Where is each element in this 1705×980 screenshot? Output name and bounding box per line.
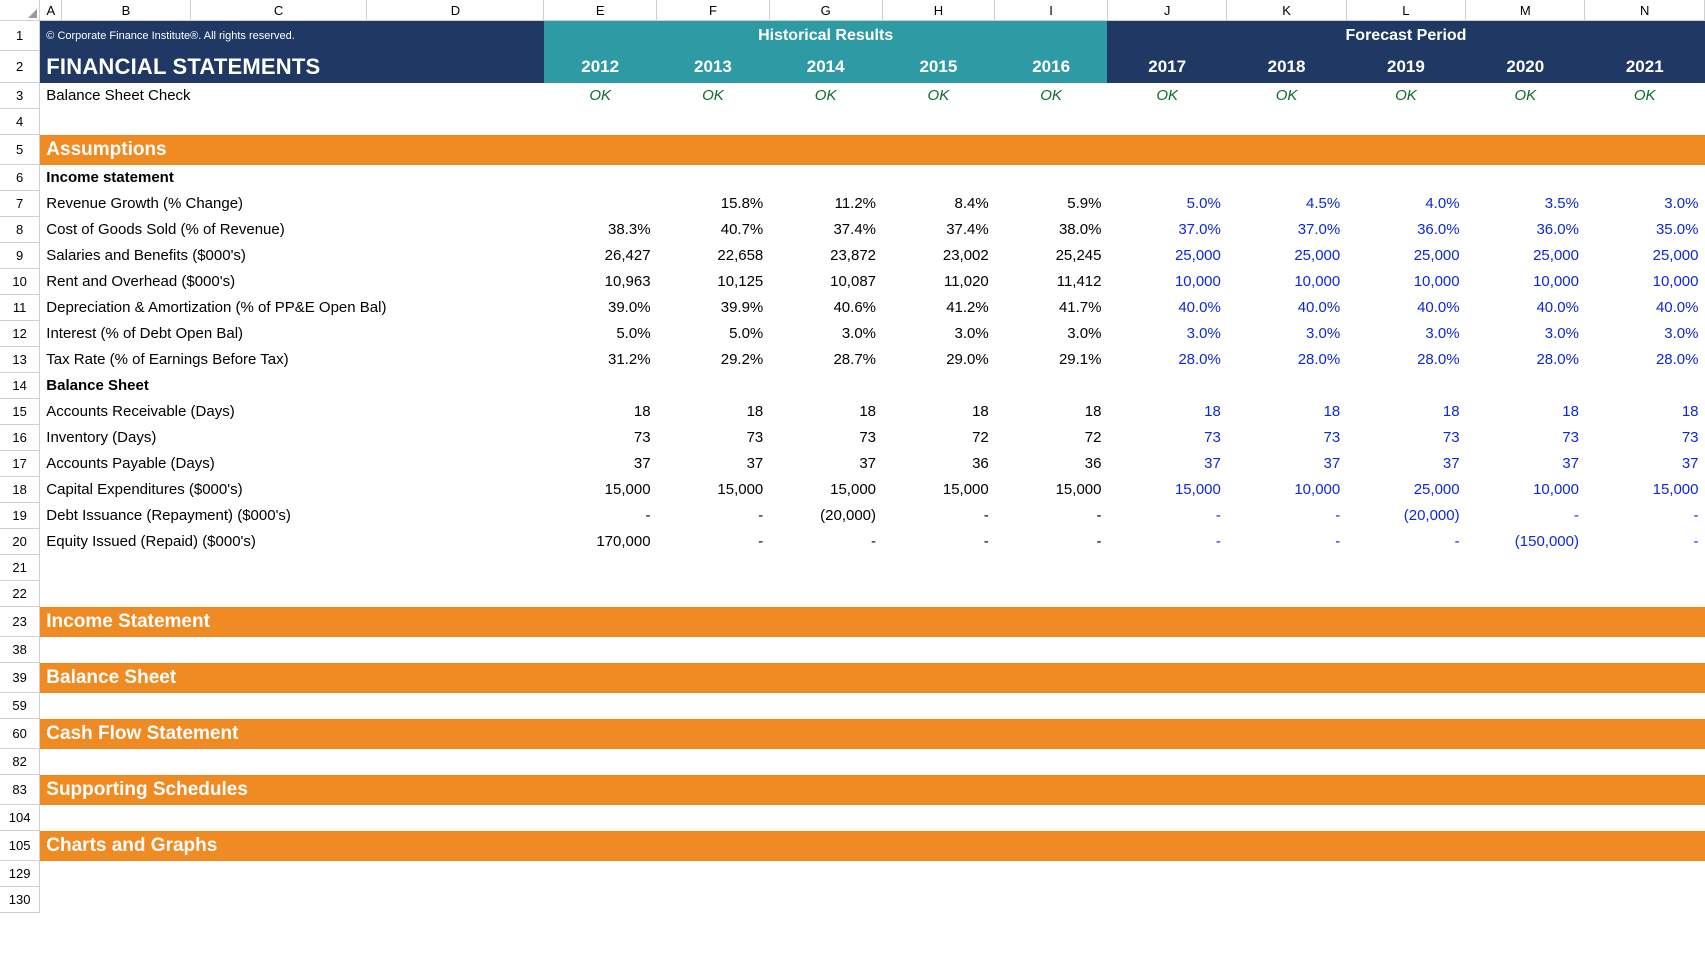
accounts-payable-2013[interactable]: 37: [746, 455, 764, 472]
row-21: [0, 555, 1705, 581]
row-header-18[interactable]: 18: [0, 477, 40, 503]
row-59: [0, 693, 1705, 719]
section-charts-and-graphs[interactable]: Charts and Graphs: [40, 831, 1705, 861]
column-header-B[interactable]: B: [62, 0, 190, 21]
row-label-interest: Interest (% of Debt Open Bal): [46, 325, 244, 342]
row-label-equity-issued: Equity Issued (Repaid) ($000's): [46, 533, 256, 550]
salaries-2020[interactable]: 25,000: [1533, 247, 1579, 264]
column-header-K[interactable]: K: [1227, 0, 1346, 21]
blank-row: [40, 109, 1705, 135]
debt-issuance-2020[interactable]: -: [1573, 507, 1579, 524]
equity-issued-2012[interactable]: 170,000: [596, 533, 651, 550]
row-header-83[interactable]: 83: [0, 775, 40, 805]
year-2014: 2014: [769, 51, 882, 83]
salaries-2019[interactable]: 25,000: [1413, 247, 1460, 264]
row-header-5[interactable]: 5: [0, 135, 40, 165]
column-header-J[interactable]: J: [1107, 0, 1226, 21]
revenue-growth-2014[interactable]: 11.2%: [834, 195, 877, 212]
salaries-2015[interactable]: 23,002: [942, 247, 989, 264]
depreciation-2017[interactable]: 40.0%: [1178, 299, 1221, 316]
inventory-2021[interactable]: 73: [1681, 429, 1699, 446]
forecast-period-header: Forecast Period: [1107, 21, 1704, 51]
row-header-19[interactable]: 19: [0, 503, 40, 529]
row-129: [0, 861, 1705, 887]
interest-2020[interactable]: 3.0%: [1544, 325, 1579, 342]
salaries-2014[interactable]: 23,872: [830, 247, 877, 264]
revenue-growth-2017[interactable]: 5.0%: [1186, 195, 1221, 212]
depreciation-2014[interactable]: 40.6%: [833, 299, 877, 316]
cogs-2014[interactable]: 37.4%: [833, 221, 877, 238]
row-130: [0, 887, 1705, 913]
cogs-2021[interactable]: 35.0%: [1655, 221, 1699, 238]
depreciation-2013[interactable]: 39.9%: [720, 299, 764, 316]
section-assumptions: Assumptions: [40, 135, 1705, 165]
year-2019: 2019: [1346, 51, 1465, 83]
accounts-receivable-2013[interactable]: 18: [746, 403, 764, 420]
column-header-D[interactable]: D: [367, 0, 544, 21]
select-all-corner[interactable]: [0, 0, 40, 21]
rent-2016[interactable]: 11,412: [1056, 273, 1102, 290]
year-2017: 2017: [1107, 51, 1226, 83]
capex-2016[interactable]: 15,000: [1055, 481, 1102, 498]
tax-rate-2016[interactable]: 29.1%: [1058, 351, 1102, 368]
equity-issued-2021[interactable]: -: [1693, 533, 1699, 550]
column-header-C[interactable]: C: [190, 0, 367, 21]
column-header-H[interactable]: H: [882, 0, 995, 21]
row-11: [0, 295, 1705, 321]
revenue-growth-2016[interactable]: 5.9%: [1067, 195, 1102, 212]
accounts-payable-2014[interactable]: 37: [859, 455, 877, 472]
debt-issuance-2021[interactable]: -: [1693, 507, 1699, 524]
row-3: [0, 83, 1705, 109]
tax-rate-2021[interactable]: 28.0%: [1655, 351, 1699, 368]
column-header-A[interactable]: A: [40, 0, 62, 21]
debt-issuance-2012[interactable]: -: [645, 507, 651, 524]
row-header-130[interactable]: 130: [0, 887, 40, 913]
revenue-growth-2012[interactable]: [544, 191, 657, 217]
rent-2020[interactable]: 10,000: [1533, 273, 1579, 290]
depreciation-2016[interactable]: 41.7%: [1058, 299, 1102, 316]
row-label-capex: Capital Expenditures ($000's): [46, 481, 243, 498]
row-label-tax-rate: Tax Rate (% of Earnings Before Tax): [46, 351, 289, 368]
row-header-9[interactable]: 9: [0, 243, 40, 269]
capex-2021[interactable]: 15,000: [1652, 481, 1699, 498]
depreciation-2012[interactable]: 39.0%: [608, 299, 651, 316]
row-header-8[interactable]: 8: [0, 217, 40, 243]
equity-issued-2013[interactable]: -: [758, 533, 764, 550]
row-6: [0, 165, 1705, 191]
row-38: [0, 637, 1705, 663]
interest-2012[interactable]: 5.0%: [616, 325, 651, 342]
blank-row: [40, 693, 1705, 719]
revenue-growth-2018[interactable]: 4.5%: [1306, 195, 1341, 212]
interest-2019[interactable]: 3.0%: [1425, 325, 1460, 342]
balance-check-2015: OK: [927, 87, 950, 104]
accounts-receivable-2012[interactable]: 18: [633, 403, 651, 420]
accounts-receivable-2018[interactable]: 18: [1323, 403, 1341, 420]
salaries-2018[interactable]: 25,000: [1294, 247, 1341, 264]
depreciation-2021[interactable]: 40.0%: [1655, 299, 1699, 316]
column-header-row: [0, 0, 1705, 21]
accounts-payable-2015[interactable]: 36: [972, 455, 989, 472]
column-header-L[interactable]: L: [1346, 0, 1465, 21]
rent-2012[interactable]: 10,963: [604, 273, 651, 290]
blank-row: [40, 637, 1705, 663]
section-cash-flow-statement[interactable]: Cash Flow Statement: [40, 719, 1705, 749]
row-header-10[interactable]: 10: [0, 269, 40, 295]
balance-check-2021: OK: [1633, 87, 1656, 104]
salaries-2013[interactable]: 22,658: [717, 247, 764, 264]
row-16: [0, 425, 1705, 451]
accounts-receivable-2020[interactable]: 18: [1562, 403, 1579, 420]
row-105: [0, 831, 1705, 861]
tax-rate-2015[interactable]: 29.0%: [946, 351, 989, 368]
row-label-debt-issuance: Debt Issuance (Repayment) ($000's): [46, 507, 291, 524]
column-header-F[interactable]: F: [657, 0, 770, 21]
row-23: [0, 607, 1705, 637]
capex-2014[interactable]: 15,000: [830, 481, 877, 498]
row-15: [0, 399, 1705, 425]
equity-issued-2020[interactable]: (150,000): [1514, 533, 1579, 550]
row-5: [0, 135, 1705, 165]
row-9: [0, 243, 1705, 269]
rent-2014[interactable]: 10,087: [830, 273, 877, 290]
row-label-revenue-growth: Revenue Growth (% Change): [46, 195, 244, 212]
debt-issuance-2018[interactable]: -: [1335, 507, 1341, 524]
inventory-2012[interactable]: 73: [633, 429, 651, 446]
section-income-statement[interactable]: Income Statement: [40, 607, 1705, 637]
row-header-4[interactable]: 4: [0, 109, 40, 135]
capex-2019[interactable]: 25,000: [1413, 481, 1460, 498]
equity-issued-2015[interactable]: -: [983, 533, 989, 550]
depreciation-2018[interactable]: 40.0%: [1297, 299, 1341, 316]
equity-issued-2016[interactable]: -: [1096, 533, 1102, 550]
row-14: [0, 373, 1705, 399]
row-12: [0, 321, 1705, 347]
accounts-receivable-2016[interactable]: 18: [1084, 403, 1102, 420]
cogs-2019[interactable]: 36.0%: [1417, 221, 1460, 238]
blank-row: [40, 749, 1705, 775]
row-label-inventory: Inventory (Days): [46, 429, 157, 446]
inventory-2017[interactable]: 73: [1204, 429, 1221, 446]
capex-2012[interactable]: 15,000: [604, 481, 651, 498]
row-104: [0, 805, 1705, 831]
row-label-cogs: Cost of Goods Sold (% of Revenue): [46, 221, 285, 238]
cogs-2015[interactable]: 37.4%: [946, 221, 989, 238]
section-balance-sheet[interactable]: Balance Sheet: [40, 663, 1705, 693]
equity-issued-2019[interactable]: -: [1454, 533, 1460, 550]
inventory-2015[interactable]: 72: [972, 429, 989, 446]
inventory-2016[interactable]: 72: [1084, 429, 1102, 446]
tax-rate-2013[interactable]: 29.2%: [720, 351, 764, 368]
revenue-growth-2019[interactable]: 4.0%: [1425, 195, 1460, 212]
column-header-G[interactable]: G: [769, 0, 882, 21]
row-header-3[interactable]: 3: [0, 83, 40, 109]
revenue-growth-2020[interactable]: 3.5%: [1544, 195, 1579, 212]
debt-issuance-2019[interactable]: (20,000): [1403, 507, 1460, 524]
interest-2018[interactable]: 3.0%: [1306, 325, 1341, 342]
row-header-1[interactable]: 1: [0, 21, 40, 51]
row-18: [0, 477, 1705, 503]
row-header-104[interactable]: 104: [0, 805, 40, 831]
balance-check-2012: OK: [589, 87, 612, 104]
row-header-13[interactable]: 13: [0, 347, 40, 373]
blank-row: [40, 555, 1705, 581]
revenue-growth-2013[interactable]: 15.8%: [720, 195, 764, 212]
accounts-payable-2016[interactable]: 36: [1084, 455, 1102, 472]
page-title: FINANCIAL STATEMENTS: [40, 51, 544, 83]
row-8: [0, 217, 1705, 243]
inventory-2019[interactable]: 73: [1442, 429, 1460, 446]
row-label-accounts-receivable: Accounts Receivable (Days): [46, 403, 235, 420]
row-header-17[interactable]: 17: [0, 451, 40, 477]
row-header-59[interactable]: 59: [0, 693, 40, 719]
year-2020: 2020: [1466, 51, 1585, 83]
row-7: [0, 191, 1705, 217]
row-22: [0, 581, 1705, 607]
year-2015: 2015: [882, 51, 995, 83]
cogs-2017[interactable]: 37.0%: [1178, 221, 1221, 238]
row-header-15[interactable]: 15: [0, 399, 40, 425]
column-header-M[interactable]: M: [1466, 0, 1585, 21]
rent-2018[interactable]: 10,000: [1294, 273, 1341, 290]
row-header-12[interactable]: 12: [0, 321, 40, 347]
interest-2016[interactable]: 3.0%: [1067, 325, 1102, 342]
accounts-payable-2021[interactable]: 37: [1681, 455, 1699, 472]
copyright-text: © Corporate Finance Institute®. All rights reserved.: [40, 21, 544, 51]
salaries-2012[interactable]: 26,427: [604, 247, 651, 264]
row-label-accounts-payable: Accounts Payable (Days): [46, 455, 215, 472]
inventory-2013[interactable]: 73: [746, 429, 764, 446]
row-header-129[interactable]: 129: [0, 861, 40, 887]
interest-2021[interactable]: 3.0%: [1664, 325, 1699, 342]
column-header-E[interactable]: E: [544, 0, 657, 21]
historical-results-header: Historical Results: [544, 21, 1108, 51]
row-82: [0, 749, 1705, 775]
column-header-I[interactable]: I: [995, 0, 1108, 21]
tax-rate-2019[interactable]: 28.0%: [1417, 351, 1460, 368]
accounts-receivable-2015[interactable]: 18: [972, 403, 989, 420]
accounts-payable-2017[interactable]: 37: [1204, 455, 1221, 472]
salaries-2017[interactable]: 25,000: [1174, 247, 1221, 264]
row-header-14[interactable]: 14: [0, 373, 40, 399]
row-header-11[interactable]: 11: [0, 295, 40, 321]
row-label-salaries: Salaries and Benefits ($000's): [46, 247, 246, 264]
row-header-60[interactable]: 60: [0, 719, 40, 749]
accounts-receivable-2017[interactable]: 18: [1204, 403, 1221, 420]
blank-row: [40, 805, 1705, 831]
salaries-2021[interactable]: 25,000: [1652, 247, 1699, 264]
row-13: [0, 347, 1705, 373]
rent-2017[interactable]: 10,000: [1174, 273, 1221, 290]
row-header-7[interactable]: 7: [0, 191, 40, 217]
year-2018: 2018: [1227, 51, 1346, 83]
cogs-2020[interactable]: 36.0%: [1536, 221, 1579, 238]
row-header-2[interactable]: 2: [0, 51, 40, 83]
row-17: [0, 451, 1705, 477]
accounts-receivable-2019[interactable]: 18: [1442, 403, 1460, 420]
balance-check-2014: OK: [814, 87, 837, 104]
revenue-growth-2015[interactable]: 8.4%: [954, 195, 989, 212]
cogs-2016[interactable]: 38.0%: [1058, 221, 1102, 238]
accounts-receivable-2021[interactable]: 18: [1681, 403, 1699, 420]
blank-row: [40, 581, 1705, 607]
row-20: [0, 529, 1705, 555]
year-2016: 2016: [995, 51, 1108, 83]
row-4: [0, 109, 1705, 135]
tax-rate-2014[interactable]: 28.7%: [833, 351, 877, 368]
balance-check-2016: OK: [1040, 87, 1062, 104]
row-1: [0, 21, 1705, 51]
row-83: [0, 775, 1705, 805]
subhead-income-statement: Income statement: [46, 169, 174, 186]
row-header-22[interactable]: 22: [0, 581, 40, 607]
balance-check-2019: OK: [1395, 87, 1417, 104]
row-header-38[interactable]: 38: [0, 637, 40, 663]
cogs-2012[interactable]: 38.3%: [608, 221, 651, 238]
accounts-payable-2019[interactable]: 37: [1442, 455, 1460, 472]
row-header-20[interactable]: 20: [0, 529, 40, 555]
balance-check-2018: OK: [1275, 87, 1298, 104]
depreciation-2020[interactable]: 40.0%: [1536, 299, 1579, 316]
year-2013: 2013: [657, 51, 770, 83]
interest-2013[interactable]: 5.0%: [729, 325, 764, 342]
row-header-39[interactable]: 39: [0, 663, 40, 693]
row-19: [0, 503, 1705, 529]
accounts-receivable-2014[interactable]: 18: [859, 403, 877, 420]
accounts-payable-2012[interactable]: 37: [633, 455, 651, 472]
section-supporting-schedules[interactable]: Supporting Schedules: [40, 775, 1705, 805]
inventory-2018[interactable]: 73: [1323, 429, 1341, 446]
row-header-23[interactable]: 23: [0, 607, 40, 637]
capex-2017[interactable]: 15,000: [1174, 481, 1221, 498]
row-header-16[interactable]: 16: [0, 425, 40, 451]
rent-2015[interactable]: 11,020: [943, 273, 989, 290]
debt-issuance-2014[interactable]: (20,000): [820, 507, 877, 524]
rent-2021[interactable]: 10,000: [1652, 273, 1699, 290]
row-10: [0, 269, 1705, 295]
interest-2014[interactable]: 3.0%: [841, 325, 877, 342]
balance-check-2013: OK: [702, 87, 724, 104]
balance-check-2017: OK: [1156, 87, 1179, 104]
depreciation-2015[interactable]: 41.2%: [946, 299, 989, 316]
capex-2015[interactable]: 15,000: [942, 481, 989, 498]
row-header-105[interactable]: 105: [0, 831, 40, 861]
subhead-balance-sheet: Balance Sheet: [46, 377, 149, 394]
tax-rate-2017[interactable]: 28.0%: [1178, 351, 1221, 368]
accounts-payable-2018[interactable]: 37: [1323, 455, 1341, 472]
row-label-depreciation: Depreciation & Amortization (% of PP&E Open Bal): [46, 299, 387, 316]
tax-rate-2012[interactable]: 31.2%: [608, 351, 651, 368]
interest-2015[interactable]: 3.0%: [954, 325, 989, 342]
salaries-2016[interactable]: 25,245: [1055, 247, 1102, 264]
row-2: [0, 51, 1705, 83]
row-label-rent: Rent and Overhead ($000's): [46, 273, 236, 290]
blank-row: [40, 861, 1705, 887]
year-2012: 2012: [544, 51, 657, 83]
row-39: [0, 663, 1705, 693]
capex-2013[interactable]: 15,000: [717, 481, 764, 498]
cogs-2013[interactable]: 40.7%: [720, 221, 764, 238]
depreciation-2019[interactable]: 40.0%: [1417, 299, 1460, 316]
debt-issuance-2016[interactable]: -: [1096, 507, 1102, 524]
debt-issuance-2017[interactable]: -: [1215, 507, 1221, 524]
interest-2017[interactable]: 3.0%: [1186, 325, 1221, 342]
equity-issued-2018[interactable]: -: [1335, 533, 1341, 550]
capex-2020[interactable]: 10,000: [1533, 481, 1579, 498]
balance-check-2020: OK: [1514, 87, 1537, 104]
row-header-21[interactable]: 21: [0, 555, 40, 581]
debt-issuance-2015[interactable]: -: [983, 507, 989, 524]
equity-issued-2014[interactable]: -: [871, 533, 877, 550]
rent-2019[interactable]: 10,000: [1413, 273, 1460, 290]
equity-issued-2017[interactable]: -: [1215, 533, 1221, 550]
year-2021: 2021: [1585, 51, 1705, 83]
row-header-6[interactable]: 6: [0, 165, 40, 191]
inventory-2020[interactable]: 73: [1562, 429, 1579, 446]
row-header-82[interactable]: 82: [0, 749, 40, 775]
rent-2013[interactable]: 10,125: [717, 273, 764, 290]
cogs-2018[interactable]: 37.0%: [1297, 221, 1341, 238]
debt-issuance-2013[interactable]: -: [758, 507, 764, 524]
accounts-payable-2020[interactable]: 37: [1562, 455, 1579, 472]
balance-sheet-check-label: Balance Sheet Check: [46, 87, 191, 104]
capex-2018[interactable]: 10,000: [1294, 481, 1341, 498]
revenue-growth-2021[interactable]: 3.0%: [1664, 195, 1699, 212]
column-header-N[interactable]: N: [1585, 0, 1705, 21]
tax-rate-2020[interactable]: 28.0%: [1536, 351, 1579, 368]
blank-row: [40, 887, 1705, 913]
tax-rate-2018[interactable]: 28.0%: [1297, 351, 1341, 368]
inventory-2014[interactable]: 73: [859, 429, 877, 446]
row-60: [0, 719, 1705, 749]
